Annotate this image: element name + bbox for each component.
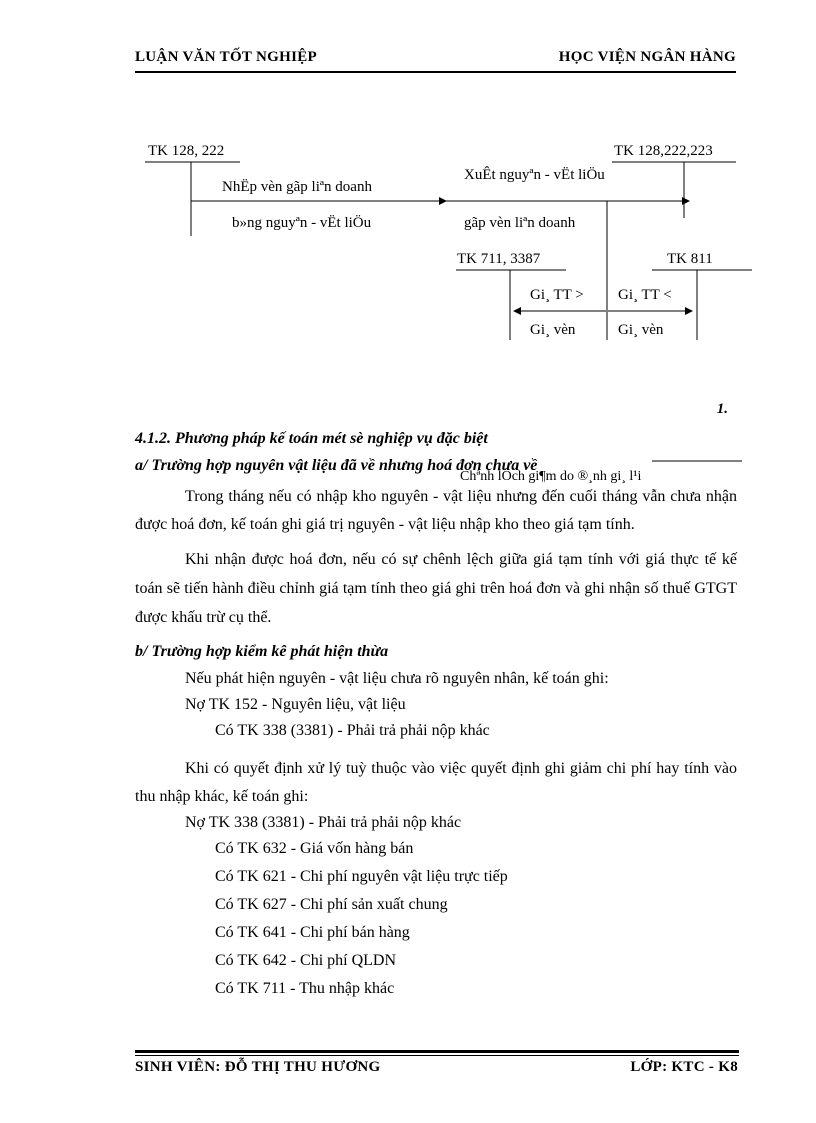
credit-line: Có TK 641 - Chi phí bán hàng (215, 924, 410, 941)
credit-line: Có TK 632 - Giá vốn hàng bán (215, 840, 414, 857)
export-label-2: gãp vèn liªn doanh (464, 215, 576, 231)
chenh-lech-label: Chªnh lÖch gi¶m do ®¸nh gi¸ l¹i (460, 469, 642, 484)
paragraph-a2: Khi nhận được hoá đơn, nếu có sự chênh lệch giữa giá tạm tính với giá thực tế kế toán sẽ tiến hành điều chỉnh giá tạm tính theo giá ghi trên hoá đơn và ghi nhận số thuế GTGT được khấu trừ cụ thể. (135, 551, 737, 626)
credit-line: Có TK 642 - Chi phí QLDN (215, 952, 397, 969)
gia-tt-lt-label: Gi¸ TT < (618, 287, 672, 303)
footer-left: SINH VIÊN: ĐỖ THỊ THU HƯƠNG (135, 1059, 381, 1075)
credit-line: Có TK 711 - Thu nhập khác (215, 980, 395, 997)
tk-right-label: TK 128,222,223 (614, 143, 713, 159)
gia-tt-gt-label: Gi¸ TT > (530, 287, 584, 303)
subsection-b-title: b/ Trường hợp kiểm kê phát hiện thừa (135, 643, 389, 660)
tk711-label: TK 711, 3387 (457, 251, 541, 267)
line-b1: Nếu phát hiện nguyên - vật liệu chưa rõ nguyên nhân, kế toán ghi: (185, 670, 609, 687)
section-title: 4.1.2. Phương pháp kế toán mét sè nghiệp vụ đặc biệt (135, 430, 488, 447)
footer-right: LỚP: KTC - K8 (630, 1059, 738, 1075)
line-b3: Có TK 338 (3381) - Phải trả phải nộp khác (215, 722, 490, 739)
footer-rule-thick (135, 1050, 739, 1053)
import-label-1: NhËp vèn gãp liªn doanh (222, 179, 372, 195)
credit-line: Có TK 627 - Chi phí sản xuất chung (215, 896, 448, 913)
header-right: HỌC VIỆN NGÂN HÀNG (558, 49, 736, 65)
page-marker: 1. (716, 401, 728, 417)
header-left: LUẬN VĂN TỐT NGHIỆP (135, 49, 317, 65)
paragraph-b4: Khi có quyết định xử lý tuỳ thuộc vào việc quyết định ghi giảm chi phí hay tính vào thu nhập khác, kế toán ghi: (135, 760, 737, 805)
line-b5: Nợ TK 338 (3381) - Phải trả phải nộp khác (185, 814, 462, 831)
paragraph-a1: Trong tháng nếu có nhập kho nguyên - vật liệu nhưng đến cuối tháng vẫn chưa nhận được hoá đơn, kế toán ghi giá trị nguyên - vật liệu nhập kho theo giá tạm tính. (135, 488, 737, 533)
export-label-1: XuÊt nguyªn - vËt liÖu (464, 167, 605, 183)
line-b2: Nợ TK 152 - Nguyên liệu, vật liệu (185, 696, 406, 713)
gia-von-label-1: Gi¸ vèn (530, 322, 576, 338)
gia-von-label-2: Gi¸ vèn (618, 322, 664, 338)
credit-line: Có TK 621 - Chi phí nguyên vật liệu trực tiếp (215, 868, 508, 885)
subsection-a-title: a/ Trường hợp nguyên vật liệu đã về nhưng hoá đơn chưa về (135, 457, 538, 474)
tk811-label: TK 811 (667, 251, 713, 267)
footer-rule-thin (135, 1055, 739, 1056)
import-label-2: b»ng nguyªn - vËt liÖu (232, 215, 372, 231)
tk-left-label: TK 128, 222 (148, 143, 225, 159)
